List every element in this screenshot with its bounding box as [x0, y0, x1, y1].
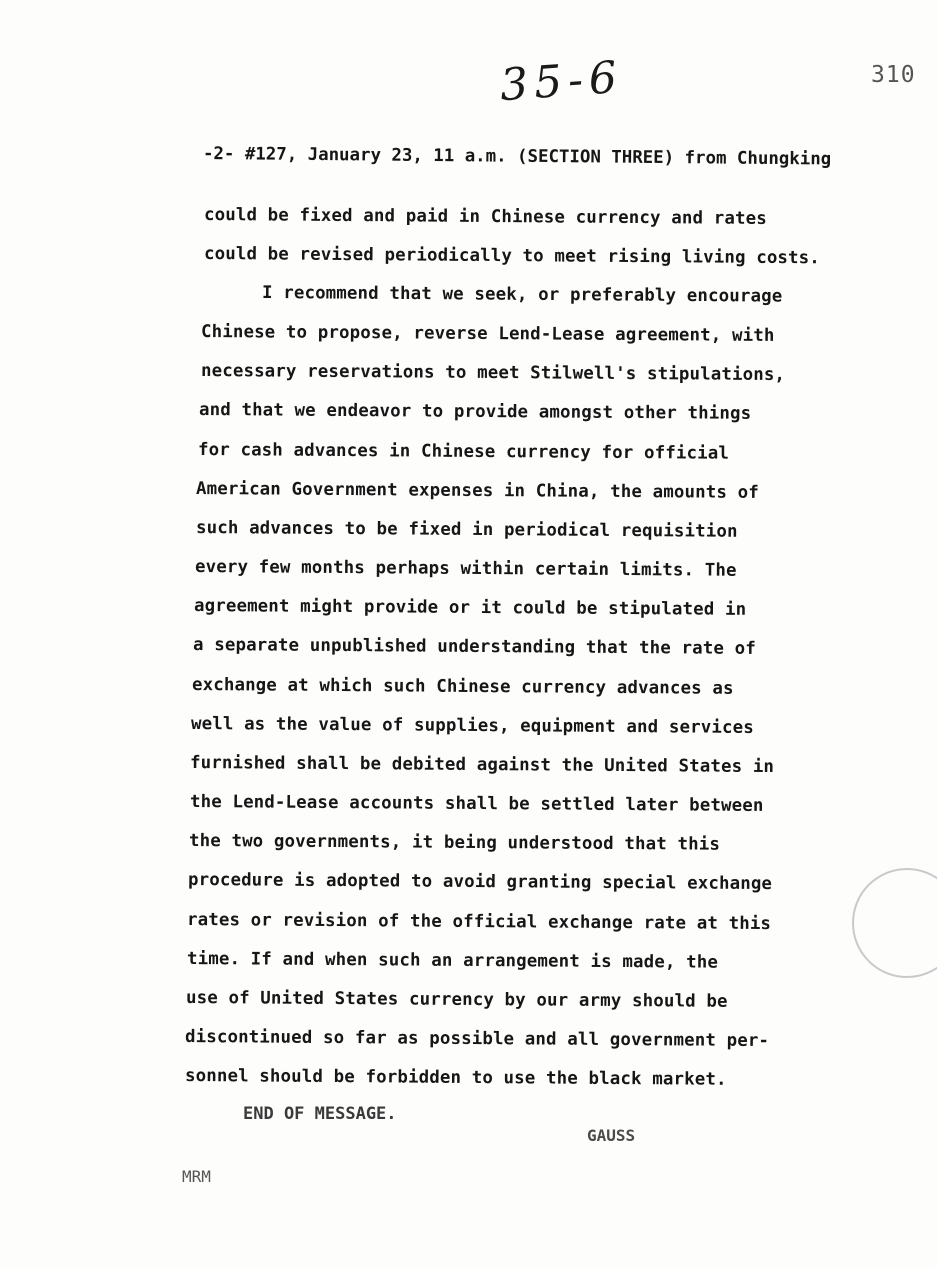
end-of-message: END OF MESSAGE.	[243, 1104, 397, 1124]
page-number: 310	[871, 62, 916, 88]
body-line: use of United States currency by our army should be	[185, 988, 728, 1012]
body-line: furnished shall be debited against the United States in	[189, 753, 775, 778]
body-line: agreement might provide or it could be stipulated in	[193, 596, 747, 620]
body-line: every few months perhaps within certain limits. The	[194, 557, 737, 581]
body-line: necessary reservations to meet Stilwell's stipulations,	[200, 361, 786, 386]
body-line: well as the value of supplies, equipment and services	[190, 714, 754, 738]
body-line: a separate unpublished understanding that the rate of	[192, 635, 756, 659]
body-line: for cash advances in Chinese currency for official	[197, 440, 730, 464]
body-line: could be fixed and paid in Chinese currency and rates	[203, 205, 767, 229]
signature: GAUSS	[587, 1126, 636, 1145]
body-line: discontinued so far as possible and all government per-	[184, 1027, 770, 1052]
body-line: time. If and when such an arrangement is made, the	[186, 949, 719, 973]
body-line: American Government expenses in China, the amounts of	[195, 479, 759, 503]
body-line: I recommend that we seek, or preferably encourage	[261, 283, 783, 307]
body-line: the two governments, it being understood that this	[188, 831, 721, 855]
body-line: such advances to be fixed in periodical requisition	[195, 518, 738, 542]
handwritten-file-mark: 35-6	[498, 51, 625, 112]
body-line: rates or revision of the official exchange rate at this	[186, 910, 772, 935]
body-line: sonnel should be forbidden to use the black market.	[184, 1066, 727, 1090]
body-line: could be revised periodically to meet rising living costs.	[203, 244, 821, 269]
body-line: exchange at which such Chinese currency advances as	[191, 675, 734, 699]
telegram-header: -2- #127, January 23, 11 a.m. (SECTION THREE) from Chungking	[202, 144, 832, 170]
body-line: and that we endeavor to provide amongst other things	[198, 400, 752, 424]
body-line: procedure is adopted to avoid granting special exchange	[187, 870, 773, 895]
typist-initials: MRM	[182, 1167, 211, 1186]
body-line: Chinese to propose, reverse Lend-Lease agreement, with	[200, 322, 775, 347]
body-line: the Lend-Lease accounts shall be settled later between	[189, 792, 764, 817]
